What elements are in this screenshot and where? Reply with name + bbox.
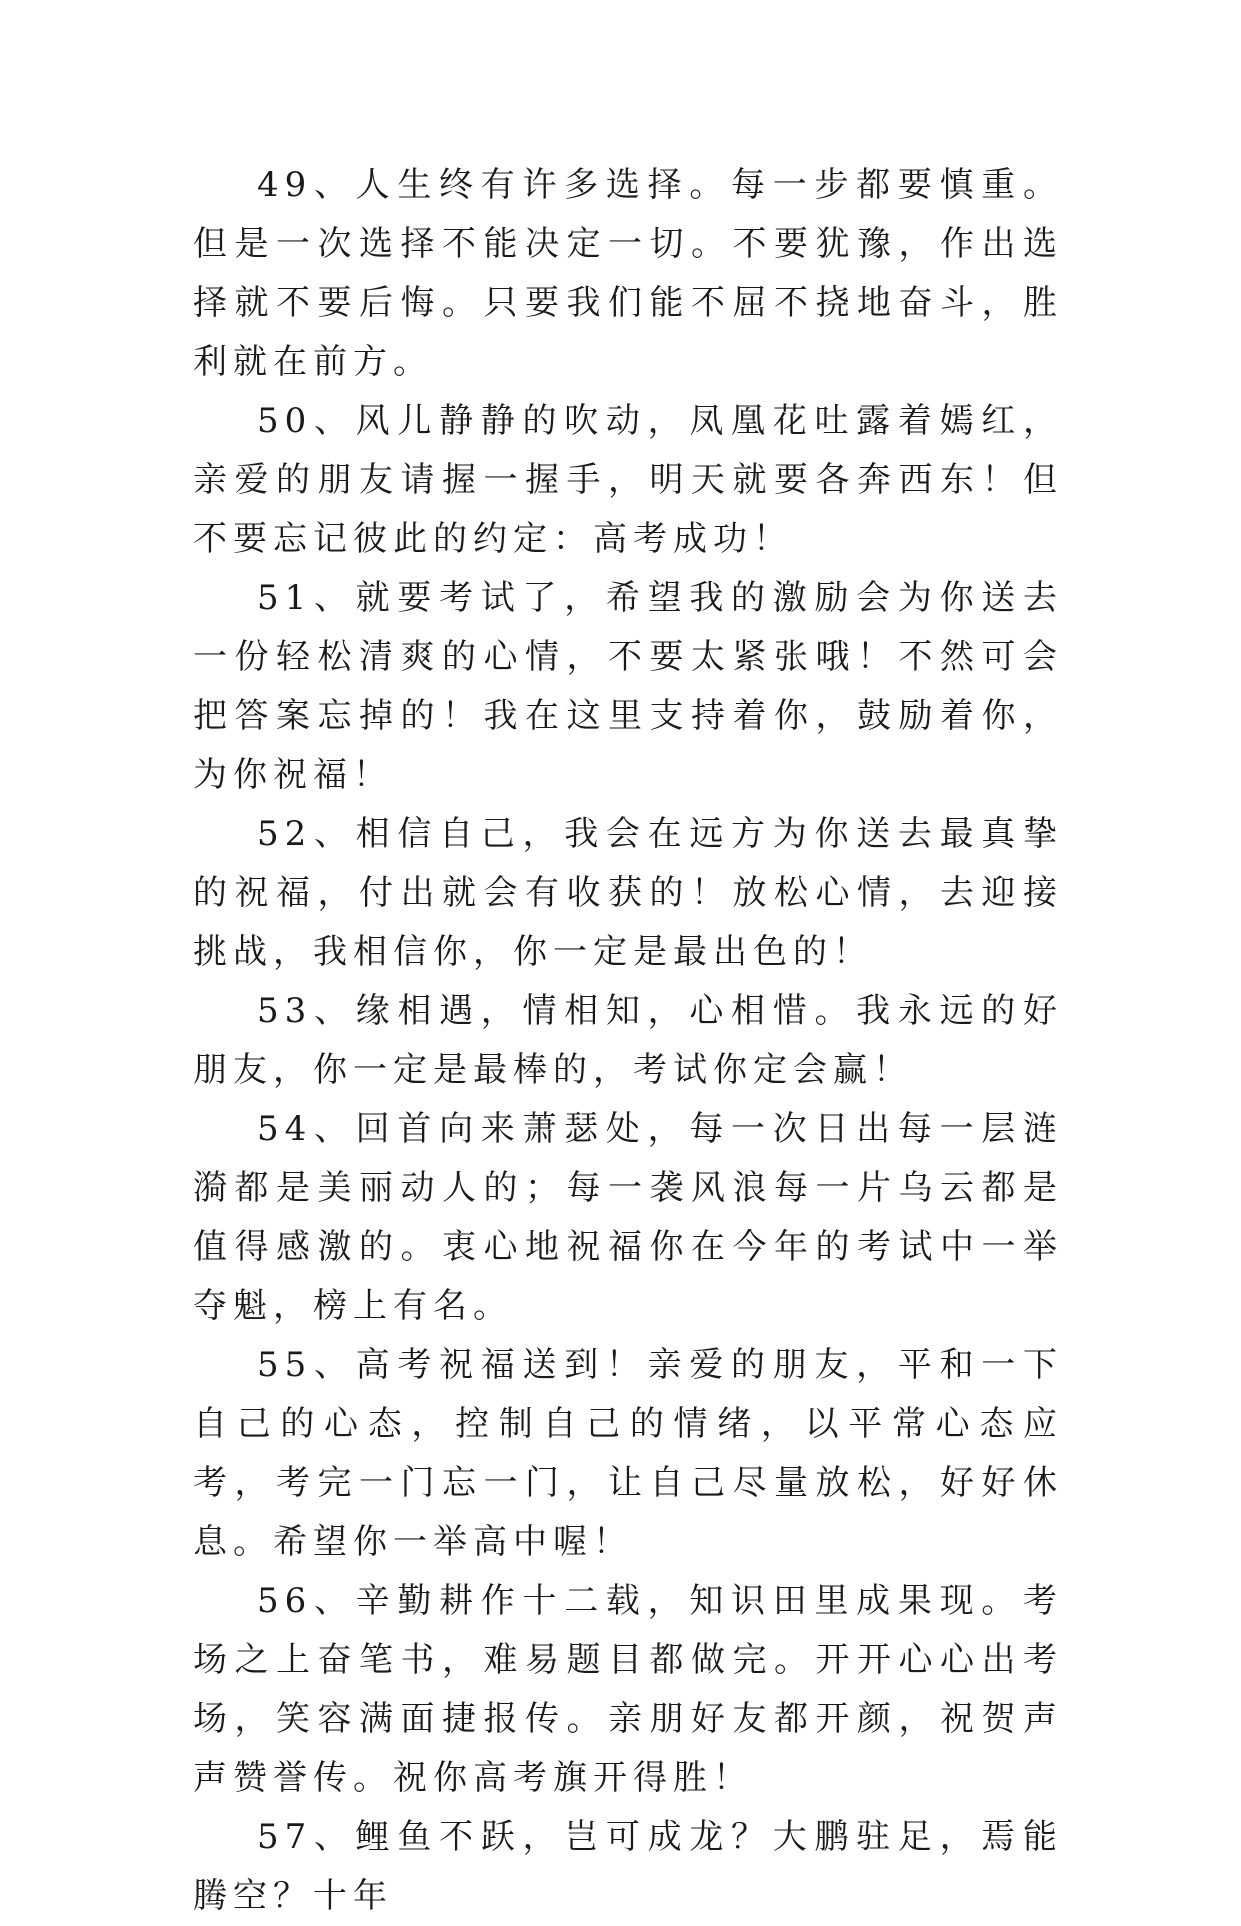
paragraph-49: 49、人生终有许多选择。每一步都要慎重。但是一次选择不能决定一切。不要犹豫，作出选择就不要后悔。只要我们能不屈不挠地奋斗，胜利就在前方。 [193, 165, 1063, 382]
document-body [193, 156, 1063, 1926]
paragraph-55: 55、高考祝福送到！亲爱的朋友，平和一下自己的心态，控制自己的情绪，以平常心态应考，考完一门忘一门，让自己尽量放松，好好休息。希望你一举高中喔！ [193, 1345, 1063, 1562]
paragraph-51: 51、就要考试了，希望我的激励会为你送去一份轻松清爽的心情，不要太紧张哦！不然可会把答案忘掉的！我在这里支持着你，鼓励着你，为你祝福！ [193, 578, 1063, 795]
paragraph-53: 53、缘相遇，情相知，心相惜。我永远的好朋友，你一定是最棒的，考试你定会赢！ [193, 991, 1063, 1090]
paragraph-56: 56、辛勤耕作十二载，知识田里成果现。考场之上奋笔书，难易题目都做完。开开心心出考场，笑容满面捷报传。亲朋好友都开颜，祝贺声声赞誉传。祝你高考旗开得胜！ [193, 1581, 1063, 1798]
paragraph-54: 54、回首向来萧瑟处，每一次日出每一层涟漪都是美丽动人的；每一袭风浪每一片乌云都是值得感激的。衷心地祝福你在今年的考试中一举夺魁，榜上有名。 [193, 1109, 1063, 1326]
paragraph-57: 57、鲤鱼不跃，岂可成龙？大鹏驻足，焉能腾空？十年 [193, 1817, 1063, 1916]
paragraph-50: 50、风儿静静的吹动，凤凰花吐露着嫣红，亲爱的朋友请握一握手，明天就要各奔西东！但不要忘记彼此的约定：高考成功！ [193, 401, 1063, 559]
paragraph-52: 52、相信自己，我会在远方为你送去最真挚的祝福，付出就会有收获的！放松心情，去迎接挑战，我相信你，你一定是最出色的！ [193, 814, 1063, 972]
